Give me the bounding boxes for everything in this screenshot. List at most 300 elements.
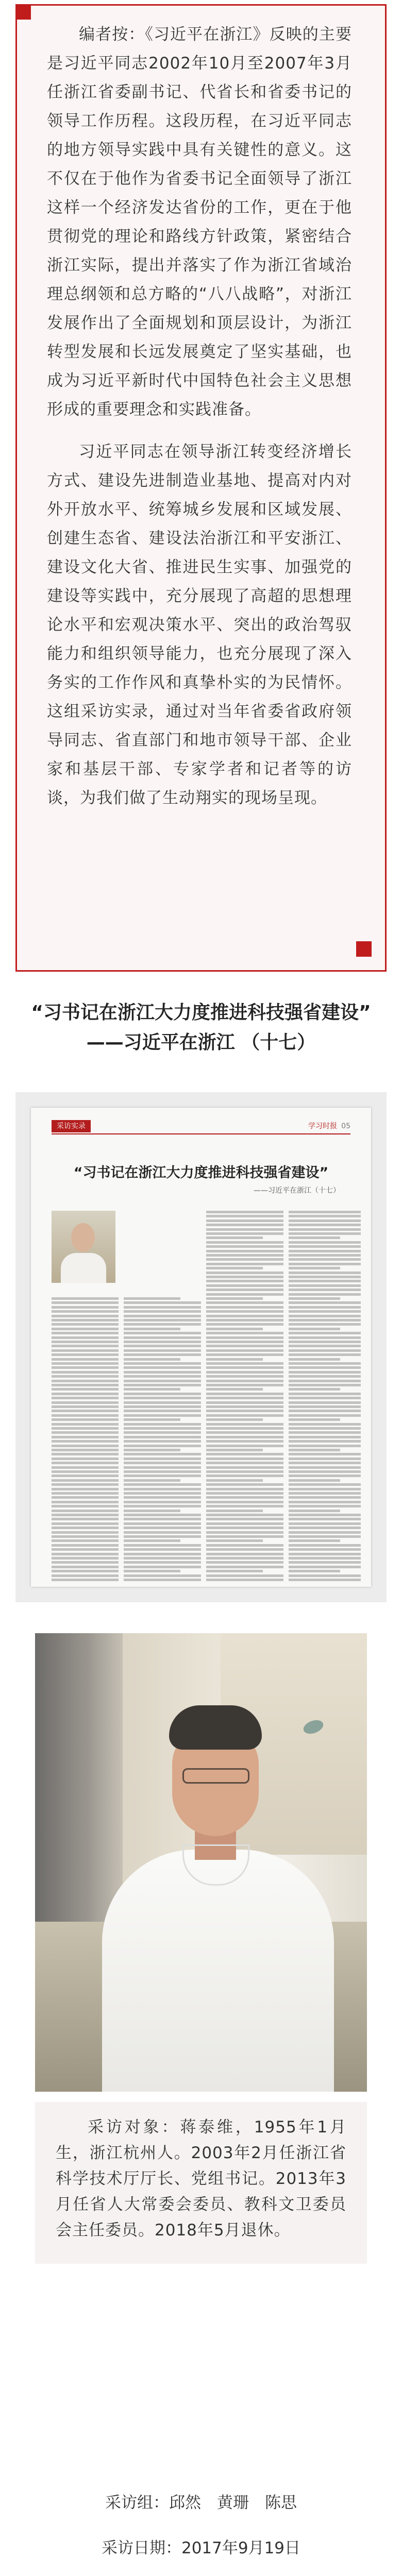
- newspaper-text-line: [289, 1544, 361, 1547]
- newspaper-text-line: [206, 1453, 283, 1455]
- newspaper-text-line: [206, 1423, 283, 1426]
- newspaper-text-line: [289, 1362, 361, 1365]
- newspaper-text-line: [289, 1539, 340, 1542]
- newspaper-text-line: [124, 1483, 201, 1486]
- newspaper-text-line: [289, 1574, 361, 1577]
- newspaper-text-line: [124, 1522, 201, 1525]
- newspaper-text-line: [289, 1293, 361, 1296]
- newspaper-text-line: [52, 1574, 119, 1577]
- newspaper-text-line: [124, 1301, 201, 1304]
- newspaper-text-line: [124, 1501, 201, 1503]
- newspaper-text-line: [289, 1250, 361, 1252]
- newspaper-text-line: [206, 1410, 283, 1412]
- newspaper-text-line: [206, 1232, 283, 1235]
- newspaper-text-line: [52, 1353, 119, 1356]
- newspaper-text-line: [52, 1566, 119, 1568]
- newspaper-text-line: [206, 1228, 283, 1231]
- newspaper-text-line: [289, 1479, 340, 1482]
- newspaper-text-line: [52, 1505, 119, 1507]
- newspaper-text-line: [124, 1384, 201, 1386]
- newspaper-text-line: [289, 1410, 361, 1412]
- interview-date: 2017年9月19日: [181, 2539, 301, 2557]
- newspaper-text-line: [206, 1358, 263, 1361]
- newspaper-text-line: [52, 1544, 119, 1547]
- portrait-face: [71, 1223, 95, 1252]
- newspaper-text-line: [124, 1436, 201, 1438]
- newspaper-text-line: [206, 1544, 283, 1547]
- newspaper-text-line: [289, 1267, 340, 1269]
- newspaper-text-line: [289, 1388, 340, 1391]
- newspaper-text-line: [124, 1505, 201, 1507]
- newspaper-text-line: [206, 1301, 283, 1304]
- newspaper-text-line: [52, 1319, 119, 1321]
- newspaper-text-line: [289, 1557, 361, 1560]
- newspaper-text-line: [124, 1492, 201, 1495]
- newspaper-text-line: [124, 1548, 201, 1551]
- newspaper-text-line: [289, 1284, 361, 1287]
- newspaper-text-line: [289, 1535, 361, 1538]
- newspaper-text-line: [289, 1215, 361, 1217]
- newspaper-text-line: [206, 1488, 283, 1490]
- newspaper-text-line: [52, 1436, 119, 1438]
- newspaper-text-line: [206, 1418, 263, 1421]
- newspaper-text-line: [289, 1462, 361, 1464]
- newspaper-text-line: [124, 1510, 180, 1512]
- article-title-block: [15, 999, 387, 1056]
- newspaper-text-line: [206, 1431, 283, 1434]
- newspaper-text-line: [206, 1380, 283, 1382]
- newspaper-text-line: [206, 1293, 283, 1296]
- newspaper-text-line: [289, 1501, 361, 1503]
- photo-person-body: [102, 1850, 334, 2092]
- newspaper-text-line: [289, 1211, 361, 1213]
- newspaper-text-line: [289, 1397, 361, 1399]
- newspaper-text-line: [289, 1263, 361, 1265]
- newspaper-text-line: [289, 1276, 361, 1278]
- newspaper-text-line: [289, 1366, 361, 1369]
- newspaper-text-line: [124, 1319, 201, 1321]
- newspaper-text-line: [52, 1445, 119, 1447]
- newspaper-text-line: [52, 1535, 119, 1538]
- newspaper-text-line: [206, 1310, 283, 1313]
- newspaper-text-line: [124, 1453, 201, 1455]
- newspaper-text-line: [289, 1306, 361, 1309]
- newspaper-text-line: [124, 1375, 201, 1378]
- newspaper-text-line: [52, 1401, 119, 1404]
- newspaper-text-line: [52, 1531, 119, 1534]
- newspaper-text-line: [124, 1440, 201, 1443]
- newspaper-text-line: [289, 1579, 361, 1581]
- newspaper-text-line: [289, 1371, 361, 1374]
- newspaper-text-line: [206, 1258, 283, 1261]
- newspaper-text-line: [206, 1375, 283, 1378]
- newspaper-text-line: [289, 1449, 340, 1451]
- newspaper-text-line: [52, 1414, 119, 1417]
- newspaper-text-line: [206, 1319, 283, 1321]
- newspaper-text-line: [206, 1479, 263, 1482]
- newspaper-text-line: [289, 1510, 340, 1512]
- newspaper-text-line: [52, 1557, 119, 1560]
- newspaper-text-line: [289, 1492, 361, 1495]
- newspaper-text-line: [289, 1219, 361, 1222]
- newspaper-text-line: [124, 1431, 201, 1434]
- newspaper-text-line: [289, 1232, 361, 1235]
- newspaper-text-line: [289, 1527, 361, 1529]
- newspaper-portrait-photo: [52, 1211, 115, 1283]
- newspaper-text-line: [52, 1527, 119, 1529]
- newspaper-text-line: [206, 1557, 283, 1560]
- newspaper-text-line: [52, 1458, 119, 1460]
- newspaper-text-line: [124, 1410, 201, 1412]
- newspaper-text-line: [124, 1561, 201, 1564]
- newspaper-text-line: [124, 1462, 201, 1464]
- newspaper-text-line: [52, 1470, 119, 1473]
- newspaper-text-line: [289, 1310, 361, 1313]
- newspaper-text-line: [289, 1272, 361, 1274]
- newspaper-text-line: [206, 1245, 283, 1248]
- newspaper-text-line: [52, 1453, 119, 1455]
- newspaper-text-line: [124, 1358, 180, 1361]
- newspaper-text-line: [52, 1328, 119, 1330]
- newspaper-text-line: [206, 1250, 283, 1252]
- newspaper-text-line: [124, 1401, 201, 1404]
- newspaper-text-line: [206, 1224, 283, 1226]
- newspaper-text-line: [124, 1315, 201, 1317]
- interviewee-bio: 采访对象：蒋泰维，1955年1月生，浙江杭州人。2003年2月任浙江省科学技术厅厅长、党组书记。2013年3月任省人大常委会委员、教科文卫委员会主任委员。2018年5月退休。: [56, 2118, 346, 2240]
- newspaper-text-line: [206, 1458, 283, 1460]
- newspaper-text-line: [52, 1483, 119, 1486]
- newspaper-text-line: [206, 1570, 263, 1572]
- newspaper-text-line: [289, 1440, 361, 1443]
- newspaper-text-line: [206, 1306, 283, 1309]
- newspaper-text-line: [289, 1423, 361, 1426]
- newspaper-text-line: [52, 1479, 119, 1482]
- newspaper-text-line: [206, 1566, 283, 1568]
- newspaper-text-line: [206, 1276, 283, 1278]
- newspaper-text-line: [124, 1349, 201, 1352]
- newspaper-text-line: [289, 1345, 361, 1347]
- newspaper-text-line: [289, 1332, 361, 1334]
- newspaper-text-line: [124, 1518, 201, 1520]
- newspaper-text-line: [289, 1380, 361, 1382]
- newspaper-text-line: [52, 1315, 119, 1317]
- newspaper-text-line: [206, 1427, 283, 1430]
- newspaper-text-line: [52, 1397, 119, 1399]
- newspaper-text-line: [289, 1483, 361, 1486]
- newspaper-text-line: [206, 1345, 283, 1347]
- newspaper-text-line: [52, 1306, 119, 1309]
- newspaper-text-line: [206, 1289, 283, 1291]
- newspaper-text-line: [206, 1531, 283, 1534]
- newspaper-text-line: [52, 1301, 119, 1304]
- newspaper-text-line: [206, 1263, 283, 1265]
- newspaper-text-line: [52, 1375, 119, 1378]
- newspaper-text-line: [52, 1462, 119, 1464]
- newspaper-text-line: [124, 1566, 201, 1568]
- article-subtitle: ——习近平在浙江 （十七）: [86, 1032, 316, 1053]
- interviewee-photo: [35, 1633, 367, 2092]
- newspaper-text-line: [52, 1466, 119, 1469]
- newspaper-text-line: [52, 1371, 119, 1374]
- newspaper-text-line: [124, 1306, 201, 1309]
- newspaper-text-line: [289, 1553, 361, 1555]
- newspaper-text-line: [289, 1466, 361, 1469]
- newspaper-text-line: [52, 1510, 119, 1512]
- newspaper-text-line: [289, 1280, 361, 1282]
- article-title: “习书记在浙江大力度推进科技强省建设”: [31, 1002, 371, 1023]
- newspaper-text-line: [289, 1445, 361, 1447]
- newspaper-text-line: [206, 1236, 263, 1239]
- newspaper-text-line: [52, 1496, 119, 1499]
- newspaper-text-line: [52, 1427, 119, 1430]
- newspaper-text-line: [52, 1423, 119, 1426]
- newspaper-text-line: [124, 1388, 180, 1391]
- newspaper-text-line: [124, 1496, 201, 1499]
- newspaper-text-line: [206, 1315, 283, 1317]
- newspaper-text-line: [52, 1336, 119, 1339]
- newspaper-text-line: [124, 1475, 201, 1477]
- newspaper-text-line: [289, 1236, 340, 1239]
- newspaper-text-line: [289, 1414, 361, 1417]
- corner-decoration-icon: [356, 941, 372, 957]
- editor-note-box: [15, 4, 387, 972]
- newspaper-text-line: [289, 1518, 361, 1520]
- newspaper-text-line: [206, 1219, 283, 1222]
- newspaper-text-line: [206, 1332, 283, 1334]
- newspaper-text-line: [124, 1371, 201, 1374]
- newspaper-text-line: [289, 1323, 361, 1326]
- newspaper-text-line: [52, 1431, 119, 1434]
- newspaper-text-line: [206, 1527, 283, 1529]
- newspaper-text-line: [52, 1501, 119, 1503]
- newspaper-text-line: [206, 1449, 263, 1451]
- newspaper-text-line: [124, 1470, 201, 1473]
- newspaper-text-line: [52, 1366, 119, 1369]
- newspaper-text-line: [289, 1341, 361, 1343]
- newspaper-text-line: [124, 1427, 201, 1430]
- newspaper-text-line: [206, 1272, 283, 1274]
- newspaper-text-line: [124, 1414, 201, 1417]
- interviewee-bio-box: [35, 2102, 367, 2264]
- newspaper-text-line: [52, 1341, 119, 1343]
- newspaper-text-line: [124, 1557, 201, 1560]
- newspaper-text-line: [124, 1458, 201, 1460]
- newspaper-text-line: [206, 1353, 283, 1356]
- newspaper-text-line: [206, 1254, 283, 1257]
- newspaper-text-line: [289, 1254, 361, 1257]
- newspaper-text-line: [289, 1258, 361, 1261]
- newspaper-text-line: [206, 1501, 283, 1503]
- newspaper-text-line: [52, 1297, 119, 1300]
- newspaper-text-line: [124, 1553, 201, 1555]
- newspaper-text-line: [206, 1462, 283, 1464]
- newspaper-text-line: [289, 1566, 361, 1568]
- newspaper-text-line: [124, 1514, 201, 1516]
- newspaper-text-line: [206, 1341, 283, 1343]
- newspaper-text-line: [124, 1479, 180, 1482]
- newspaper-text-line: [289, 1475, 361, 1477]
- newspaper-text-line: [289, 1328, 340, 1330]
- newspaper-text-line: [289, 1375, 361, 1378]
- newspaper-text-line: [124, 1336, 201, 1339]
- newspaper-text-line: [289, 1458, 361, 1460]
- newspaper-text-line: [52, 1362, 119, 1365]
- newspaper-text-line: [206, 1514, 283, 1516]
- newspaper-text-line: [206, 1510, 263, 1512]
- glasses-icon: [182, 1768, 249, 1784]
- newspaper-text-line: [206, 1553, 283, 1555]
- newspaper-text-line: [206, 1483, 283, 1486]
- newspaper-text-line: [124, 1535, 201, 1538]
- newspaper-text-line: [289, 1470, 361, 1473]
- newspaper-text-line: [289, 1405, 361, 1408]
- interview-member: 陈思: [265, 2494, 297, 2512]
- editor-note-paragraph-1: 编者按：《习近平在浙江》反映的主要是习近平同志2002年10月至2007年3月任浙江省委副书记、代省长和省委书记的领导工作历程。这段历程，在习近平同志的地方领导实践中具有关键性的意义。这不仅在于他作为省委书记全面领导了浙江这样一个经济发达省份的工作，更在于他贯彻党的理论和路线方针政策，紧密结合浙江实际，提出并落实了作为浙江省域治理总纲领和总方略的“八八战略”，对浙江发展作出了全面规划和顶层设计，为浙江转型发展和长远发展奠定了坚实基础，也成为习近平新时代中国特色社会主义思想形成的重要理念和实践准备。: [47, 25, 352, 419]
- newspaper-text-line: [52, 1553, 119, 1555]
- newspaper-text-line: [289, 1245, 361, 1248]
- newspaper-text-line: [289, 1315, 361, 1317]
- newspaper-text-line: [289, 1570, 340, 1572]
- newspaper-text-line: [289, 1453, 361, 1455]
- newspaper-text-line: [206, 1384, 283, 1386]
- newspaper-section-tag: 采访实录: [52, 1120, 91, 1132]
- newspaper-text-line: [124, 1445, 201, 1447]
- newspaper-text-line: [206, 1323, 283, 1326]
- interview-group-line: [35, 2489, 367, 2513]
- newspaper-text-line: [289, 1488, 361, 1490]
- newspaper-text-line: [206, 1349, 283, 1352]
- newspaper-text-line: [52, 1418, 119, 1421]
- newspaper-text-line: [206, 1518, 283, 1520]
- newspaper-text-line: [289, 1401, 361, 1404]
- newspaper-text-line: [206, 1366, 283, 1369]
- newspaper-text-line: [124, 1310, 201, 1313]
- newspaper-text-line: [206, 1336, 283, 1339]
- newspaper-text-line: [206, 1215, 283, 1217]
- newspaper-text-line: [124, 1345, 201, 1347]
- newspaper-text-line: [124, 1362, 201, 1365]
- newspaper-text-line: [124, 1393, 201, 1395]
- newspaper-text-line: [206, 1328, 263, 1330]
- newspaper-text-line: [52, 1449, 119, 1451]
- newspaper-text-line: [206, 1505, 283, 1507]
- newspaper-text-line: [206, 1397, 283, 1399]
- newspaper-text-line: [289, 1224, 361, 1226]
- photo-person-hair: [169, 1705, 262, 1750]
- newspaper-text-line: [124, 1466, 201, 1469]
- newspaper-text-line: [206, 1548, 283, 1551]
- editor-note-paragraph-2: 习近平同志在领导浙江转变经济增长方式、建设先进制造业基地、提高对内对外开放水平、统筹城乡发展和区域发展、创建生态省、建设法治浙江和平安浙江、建设文化大省、推进民生实事、加强党的建设等实践中，充分展现了高超的思想理论水平和宏观决策水平、突出的政治驾驭能力和组织领导能力，也充分展现了深入务实的工作作风和真挚朴实的为民情怀。这组采访实录，通过对当年省委省政府领导同志、省直部门和地市领导干部、企业家和基层干部、专家学者和记者等的访谈，为我们做了生动翔实的现场呈现。: [47, 443, 352, 807]
- newspaper-text-line: [124, 1380, 201, 1382]
- newspaper-text-line: [289, 1289, 361, 1291]
- newspaper-text-line: [124, 1297, 180, 1300]
- newspaper-text-line: [289, 1358, 340, 1361]
- newspaper-brand: 学习时报: [308, 1122, 337, 1130]
- newspaper-text-line: [206, 1492, 283, 1495]
- newspaper-text-line: [124, 1353, 201, 1356]
- newspaper-text-line: [206, 1393, 283, 1395]
- newspaper-text-line: [206, 1445, 283, 1447]
- newspaper-text-line: [52, 1393, 119, 1395]
- newspaper-text-line: [52, 1388, 119, 1391]
- interview-member: 邱然: [169, 2494, 201, 2512]
- newspaper-text-line: [52, 1345, 119, 1347]
- newspaper-text-line: [52, 1548, 119, 1551]
- newspaper-text-line: [52, 1358, 119, 1361]
- newspaper-text-line: [124, 1418, 180, 1421]
- newspaper-text-line: [289, 1241, 361, 1244]
- newspaper-text-line: [124, 1332, 201, 1334]
- newspaper-text-line: [206, 1440, 283, 1443]
- interview-group-label: 采访组：: [105, 2494, 169, 2512]
- interview-date-line: [35, 2535, 367, 2558]
- newspaper-text-line: [289, 1297, 340, 1300]
- newspaper-page-number: 05: [341, 1122, 350, 1130]
- newspaper-text-line: [289, 1531, 361, 1534]
- newspaper-text-line: [206, 1267, 263, 1269]
- newspaper-text-line: [124, 1328, 180, 1330]
- newspaper-text-line: [124, 1579, 201, 1581]
- newspaper-text-line: [289, 1514, 361, 1516]
- newspaper-text-line: [206, 1539, 263, 1542]
- newspaper-text-line: [52, 1579, 119, 1581]
- newspaper-text-line: [206, 1574, 283, 1577]
- newspaper-text-line: [52, 1332, 119, 1334]
- newspaper-text-line: [124, 1531, 201, 1534]
- interview-member: 黄珊: [217, 2494, 249, 2512]
- newspaper-page: [31, 1108, 371, 1587]
- newspaper-text-line: [52, 1310, 119, 1313]
- newspaper-text-line: [52, 1570, 119, 1572]
- newspaper-text-line: [52, 1514, 119, 1516]
- newspaper-text-line: [124, 1405, 201, 1408]
- newspaper-text-line: [52, 1380, 119, 1382]
- newspaper-text-line: [124, 1397, 201, 1399]
- newspaper-text-line: [124, 1423, 201, 1426]
- newspaper-text-line: [206, 1475, 283, 1477]
- newspaper-text-line: [206, 1561, 283, 1564]
- newspaper-text-line: [289, 1393, 361, 1395]
- newspaper-text-line: [124, 1323, 201, 1326]
- newspaper-text-line: [52, 1475, 119, 1477]
- newspaper-text-line: [124, 1574, 201, 1577]
- newspaper-text-line: [289, 1561, 361, 1564]
- newspaper-text-line: [289, 1427, 361, 1430]
- newspaper-headline: “习书记在浙江大力度推进科技强省建设”: [73, 1165, 329, 1181]
- newspaper-text-line: [206, 1405, 283, 1408]
- newspaper-text-line: [124, 1366, 201, 1369]
- newspaper-text-line: [289, 1436, 361, 1438]
- newspaper-text-line: [206, 1466, 283, 1469]
- newspaper-text-line: [289, 1418, 340, 1421]
- newspaper-text-line: [206, 1362, 283, 1365]
- newspaper-text-line: [52, 1349, 119, 1352]
- newspaper-text-line: [206, 1436, 283, 1438]
- newspaper-text-line: [52, 1405, 119, 1408]
- newspaper-text-line: [52, 1492, 119, 1495]
- newspaper-text-line: [206, 1522, 283, 1525]
- newspaper-text-line: [289, 1349, 361, 1352]
- newspaper-text-line: [52, 1440, 119, 1443]
- newspaper-text-line: [124, 1539, 180, 1542]
- newspaper-text-line: [289, 1353, 361, 1356]
- newspaper-text-line: [52, 1522, 119, 1525]
- newspaper-text-line: [289, 1431, 361, 1434]
- newspaper-text-line: [206, 1280, 283, 1282]
- newspaper-text-line: [124, 1488, 201, 1490]
- interview-date-label: 采访日期：: [101, 2539, 181, 2557]
- newspaper-text-line: [124, 1449, 180, 1451]
